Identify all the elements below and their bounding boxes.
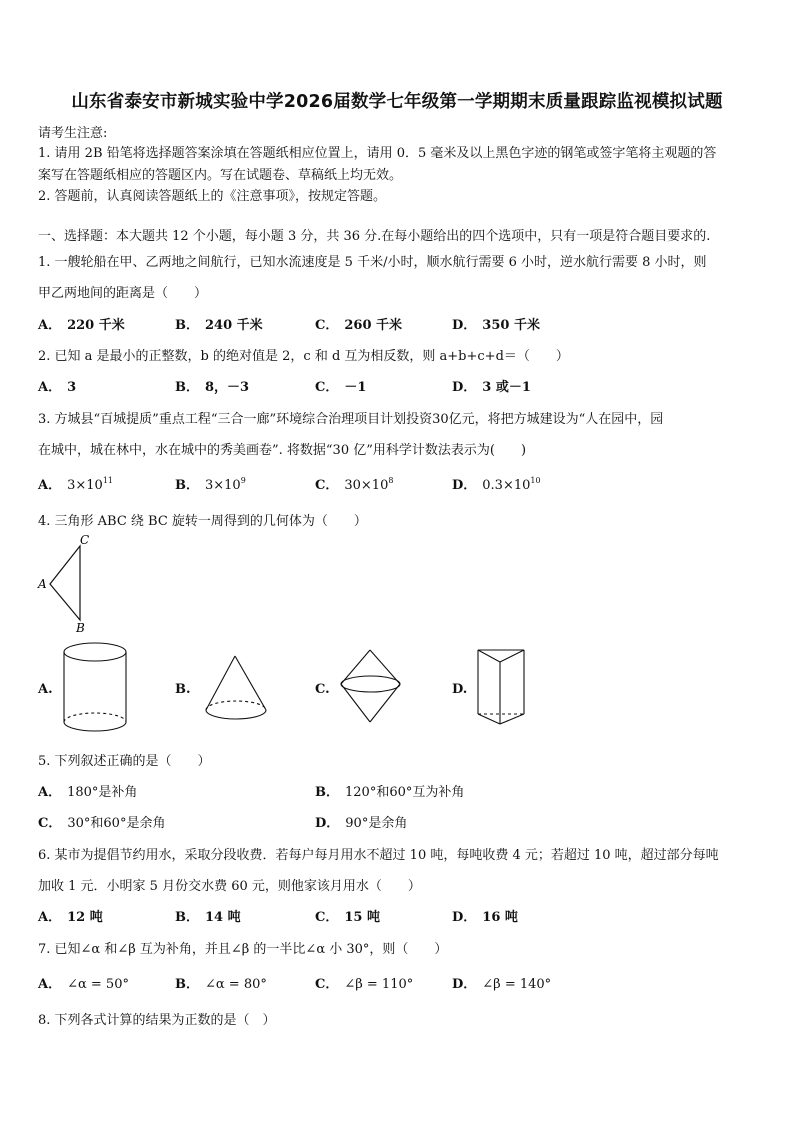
q5-option-a: A． 180°是补角: [38, 785, 138, 800]
triangle-label-a: A: [38, 577, 47, 591]
q7-option-d: D． ∠β = 140°: [452, 977, 552, 992]
q5-option-d: D． 90°是余角: [315, 816, 408, 831]
cylinder-icon: [60, 640, 132, 736]
q2-option-b: B． 8，－3: [175, 380, 250, 395]
q1-option-c: C． 260 千米: [315, 318, 403, 333]
triangle-abc-figure: [30, 532, 100, 634]
q5-stem: 5. 下列叙述正确的是（ ）: [38, 754, 211, 769]
q1-option-d: D． 350 千米: [452, 318, 540, 333]
q6-option-c: C． 15 吨: [315, 910, 380, 925]
q3-option-b: B． $3\times 10^9$: [175, 476, 246, 493]
q2-option-a: A． 3: [38, 380, 77, 395]
q4-option-a-label: A.: [38, 682, 53, 697]
q1-stem-b: 甲乙两地间的距离是（ ）: [38, 286, 208, 301]
q3-stem-a: 3. 方城县“百城提质”重点工程“三合一廊”环境综合治理项目计划投资30亿元，将把方城建设为“人在园中，园: [38, 412, 664, 427]
section-heading: 一、选择题：本大题共 12 个小题，每小题 3 分，共 36 分.在每小题给出的四个选项中，只有一项是符合题目要求的.: [38, 229, 711, 244]
q4-option-c-label: C.: [315, 682, 330, 697]
q2-stem: 2. 已知 a 是最小的正整数，b 的绝对值是 2，c 和 d 互为相反数，则 a+b+c+d＝（ ）: [38, 349, 569, 364]
q7-option-b: B． ∠α = 80°: [175, 977, 267, 992]
q5-option-b: B． 120°和60°互为补角: [315, 785, 465, 800]
notice-heading: 请考生注意:: [38, 126, 108, 141]
q1-option-a: A． 220 千米: [38, 318, 125, 333]
double-cone-icon: [338, 646, 406, 728]
q7-option-c: C． ∠β = 110°: [315, 977, 414, 992]
q1-option-b: B． 240 千米: [175, 318, 263, 333]
q2-option-c: C． －1: [315, 380, 367, 395]
notice-item-1a: 1. 请用 2B 铅笔将选择题答案涂填在答题纸相应位置上，请用 0．5 毫米及以上黑色字迹的钢笔或签字笔将主观题的答: [38, 146, 717, 161]
notice-item-1b: 案写在答题纸相应的答题区内。写在试题卷、草稿纸上均无效。: [38, 168, 403, 183]
q6-stem-b: 加收 1 元．小明家 5 月份交水费 60 元，则他家该月用水（ ）: [38, 879, 421, 894]
triangle-label-b: B: [76, 621, 85, 634]
q8-stem: 8. 下列各式计算的结果为正数的是（ ）: [38, 1013, 276, 1028]
triangular-prism-icon: [472, 644, 532, 728]
q6-option-d: D． 16 吨: [452, 910, 518, 925]
q1-stem-a: 1. 一艘轮船在甲、乙两地之间航行，已知水流速度是 5 千米/小时，顺水航行需要 6 小时，逆水航行需要 8 小时，则: [38, 255, 707, 270]
q3-option-c: C． $30\times 10^8$: [315, 476, 394, 493]
cone-icon: [202, 652, 272, 724]
page-title: 山东省泰安市新城实验中学2026届数学七年级第一学期期末质量跟踪监视模拟试题: [71, 92, 723, 112]
q2-option-d: D． 3 或－1: [452, 380, 531, 395]
q7-option-a: A． ∠α = 50°: [38, 977, 129, 992]
q5-option-c: C． 30°和60°是余角: [38, 816, 166, 831]
triangle-label-c: C: [80, 533, 90, 547]
q4-option-b-label: B.: [175, 682, 191, 697]
q7-stem: 7. 已知∠α 和∠β 互为补角，并且∠β 的一半比∠α 小 30°，则（ ）: [38, 942, 448, 957]
q6-option-a: A． 12 吨: [38, 910, 103, 925]
notice-item-2: 2. 答题前，认真阅读答题纸上的《注意事项》，按规定答题。: [38, 189, 387, 204]
q4-option-d-label: D.: [452, 682, 468, 697]
q3-option-a: A． $3\times 10^{11}$: [38, 476, 113, 493]
q3-option-d: D． $0.3\times 10^{10}$: [452, 476, 541, 493]
q6-stem-a: 6. 某市为提倡节约用水，采取分段收费．若每户每月用水不超过 10 吨，每吨收费 4 元；若超过 10 吨，超过部分每吨: [38, 848, 719, 863]
q4-stem: 4. 三角形 ABC 绕 BC 旋转一周得到的几何体为（ ）: [38, 514, 367, 529]
q6-option-b: B． 14 吨: [175, 910, 241, 925]
q3-stem-b: 在城中，城在林中，水在城中的秀美画卷”. 将数据“30 亿”用科学计数法表示为( ): [38, 443, 527, 458]
